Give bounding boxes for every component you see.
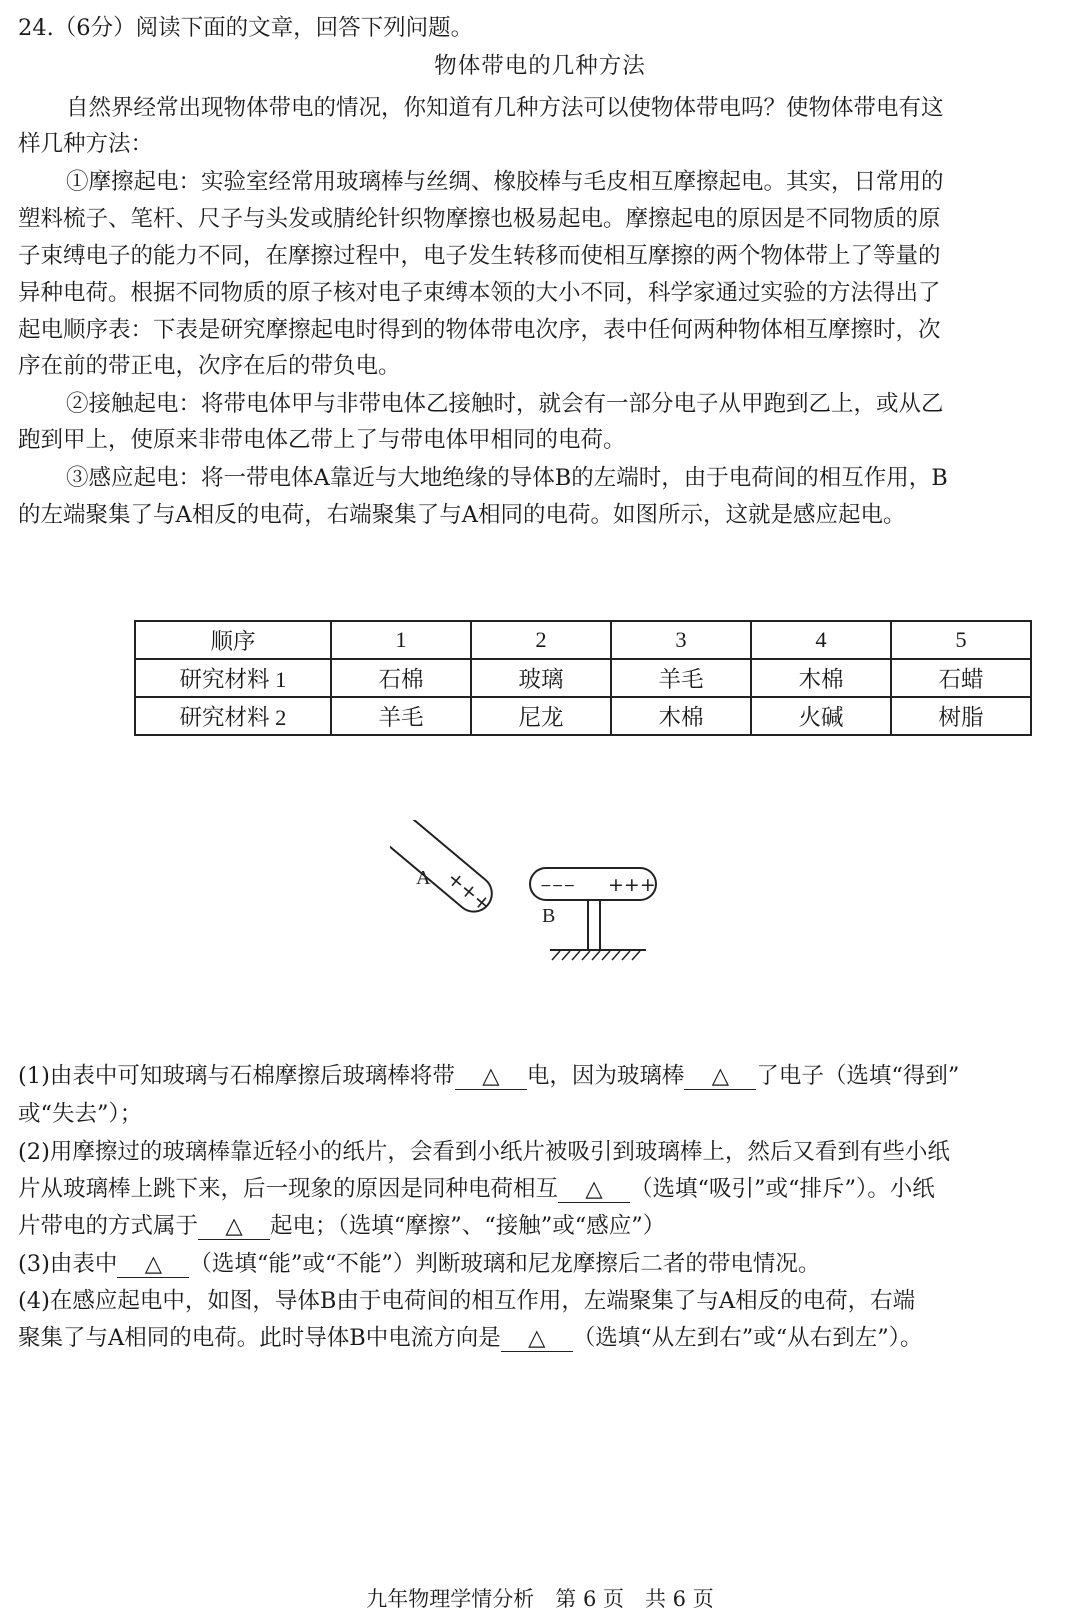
question-header: 24.（6分）阅读下面的文章，回答下列问题。	[18, 15, 474, 41]
para1-line-3: 子束缚电子的能力不同，在摩擦过程中，电子发生转移而使相互摩擦的两个物体带上了等量的	[18, 243, 941, 269]
table-row	[135, 697, 1031, 735]
answer-blank-6[interactable]: △	[501, 1325, 573, 1352]
table-row	[135, 621, 1031, 659]
article-title: 物体带电的几种方法	[434, 53, 646, 79]
para2-line-1: ②接触起电：将带电体甲与非带电体乙接触时，就会有一部分电子从甲跑到乙上，或从乙	[66, 391, 944, 417]
answer-blank-2[interactable]: △	[684, 1063, 756, 1090]
label-a: A	[416, 867, 431, 889]
table-cell: 3	[611, 621, 751, 659]
conductor-b-negative-charges: −−−	[540, 878, 576, 894]
para1-line-1: ①摩擦起电：实验室经常用玻璃棒与丝绸、橡胶棒与毛皮相互摩擦起电。其实，日常用的	[66, 169, 944, 195]
table-cell: 羊毛	[331, 697, 471, 735]
table-cell: 玻璃	[471, 659, 611, 697]
para3-line-1: ③感应起电：将一带电体A靠近与大地绝缘的导体B的左端时，由于电荷间的相互作用，B	[66, 465, 948, 491]
label-b: B	[542, 905, 556, 927]
charged-rod-a	[390, 820, 501, 920]
induction-figure	[390, 820, 690, 1000]
page-footer: 九年物理学情分析 第 6 页 共 6 页	[366, 1587, 714, 1611]
para1-line-5: 起电顺序表：下表是研究摩擦起电时得到的物体带电次序，表中任何两种物体相互摩擦时，次	[18, 317, 941, 343]
question-2-line-2: 片从玻璃棒上跳下来，后一现象的原因是同种电荷相互 △ （选填“吸引”或“排斥”）。小纸	[18, 1176, 935, 1202]
question-3-line-1: (3)由表中 △ （选填“能”或“不能”）判断玻璃和尼龙摩擦后二者的带电情况。	[18, 1251, 821, 1277]
para1-line-6: 序在前的带正电，次序在后的带负电。	[18, 353, 401, 379]
table-cell: 2	[471, 621, 611, 659]
answer-blank-5[interactable]: △	[117, 1251, 189, 1278]
table-row	[135, 659, 1031, 697]
para1-line-4: 异种电荷。根据不同物质的原子核对电子束缚本领的大小不同，科学家通过实验的方法得出了	[18, 280, 941, 306]
question-4-line-2: 聚集了与A相同的电荷。此时导体B中电流方向是 △ （选填“从左到右”或“从右到左”）。	[18, 1325, 923, 1351]
answer-blank-1[interactable]: △	[455, 1063, 527, 1090]
table-cell: 火碱	[751, 697, 891, 735]
triboelectric-table	[134, 620, 1032, 736]
para3-line-2: 的左端聚集了与A相反的电荷，右端聚集了与A相同的电荷。如图所示，这就是感应起电。	[18, 502, 906, 528]
ground-hatch	[552, 951, 640, 960]
question-2-line-3: 片带电的方式属于 △ 起电；（选填“摩擦”、“接触”或“感应”）	[18, 1213, 666, 1239]
answer-blank-3[interactable]: △	[558, 1176, 630, 1203]
conductor-b-positive-charges: +++	[608, 874, 656, 896]
rod-a-charges: +++	[442, 865, 497, 917]
table-cell: 5	[891, 621, 1031, 659]
table-cell: 石棉	[331, 659, 471, 697]
question-1-line-2: 或“失去”）；	[18, 1101, 143, 1127]
table-cell: 树脂	[891, 697, 1031, 735]
answer-blank-4[interactable]: △	[198, 1213, 270, 1240]
question-2-line-1: (2)用摩擦过的玻璃棒靠近轻小的纸片，会看到小纸片被吸引到玻璃棒上，然后又看到有些小纸	[18, 1139, 950, 1165]
table-cell: 1	[331, 621, 471, 659]
table-cell: 羊毛	[611, 659, 751, 697]
table-cell: 木棉	[751, 659, 891, 697]
intro-line-1: 自然界经常出现物体带电的情况，你知道有几种方法可以使物体带电吗？使物体带电有这	[66, 95, 944, 121]
table-cell: 研究材料 1	[135, 659, 331, 697]
table-cell: 研究材料 2	[135, 697, 331, 735]
intro-line-2: 样几种方法：	[18, 131, 154, 157]
para1-line-2: 塑料梳子、笔杆、尺子与头发或腈纶针织物摩擦也极易起电。摩擦起电的原因是不同物质的原	[18, 206, 941, 232]
table-cell: 顺序	[135, 621, 331, 659]
para2-line-2: 跑到甲上，使原来非带电体乙带上了与带电体甲相同的电荷。	[18, 427, 626, 453]
question-4-line-1: (4)在感应起电中，如图，导体B由于电荷间的相互作用，左端聚集了与A相反的电荷，右端	[18, 1288, 916, 1314]
table-cell: 石蜡	[891, 659, 1031, 697]
table-cell: 尼龙	[471, 697, 611, 735]
question-1-line-1: (1)由表中可知玻璃与石棉摩擦后玻璃棒将带 △ 电，因为玻璃棒 △ 了电子（选填“得到”	[18, 1063, 960, 1089]
table-cell: 木棉	[611, 697, 751, 735]
table-cell: 4	[751, 621, 891, 659]
